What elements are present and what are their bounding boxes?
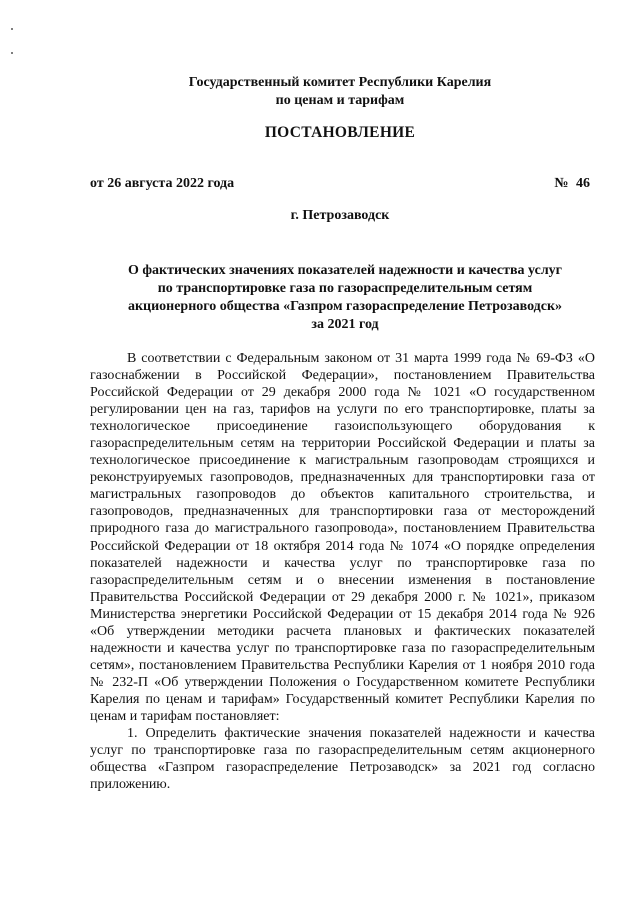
- authority-line-2: по ценам и тарифам: [275, 93, 405, 108]
- preamble-paragraph: В соответствии с Федеральным законом от 31 марта 1999 года № 69-ФЗ «О газоснабжении в Российской Федерации», постановлением Правительства Российской Федерации от 29 декабря 2000 года № 1021 «О государственном регулировании цен на газ, тарифов на услуги по его транспортировке, платы за технологическое присоединение газоиспользующего оборудования к газораспределительным сетям на территории Российской Федерации и платы за технологическое присоединение к магистральным газопроводам строящихся и реконструируемых газопроводов, предназначенных для транспортировки газа от магистральных газопроводов до объектов капитального строительства, и газопроводов, предназначенных для транспортировки газа от месторождений природного газа до магистрального газопровода», постановлением Правительства Российской Федерации от 18 октября 2014 года № 1074 «О порядке определения показателей надежности и качества услуг по транспортировке газа по газораспределительным сетям и о внесении изменения в постановление Правительства Российской Федерации от 29 декабря 2000 г. № 1021», приказом Министерства энергетики Российской Федерации от 15 декабря 2014 года № 926 «Об утверждении методики расчета плановых и фактических показателей надежности и качества услуг по транспортировке газа по газораспределительным сетям», постановлением Правительства Республики Карелия от 1 ноября 2010 года № 232-П «Об утверждении Положения о Государственном комитете Республики Карелия по ценам и тарифам» Государственный комитет Республики Карелия по ценам и тарифам постановляет:: [90, 351, 595, 724]
- document-number: № 46: [554, 176, 590, 191]
- document-date: от 26 августа 2022 года: [90, 176, 235, 191]
- document-subject: [95, 262, 595, 334]
- subject-line-3: акционерного общества «Газпром газораспределение Петрозаводск»: [127, 299, 563, 314]
- subject-line-1: О фактических значениях показателей надежности и качества услуг: [127, 263, 563, 278]
- subject-line-2: по транспортировке газа по газораспределительным сетям: [157, 281, 533, 296]
- document-city: г. Петрозаводск: [290, 208, 390, 223]
- document-type: ПОСТАНОВЛЕНИЕ: [264, 124, 416, 141]
- issuing-authority: [150, 74, 530, 110]
- authority-line-1: Государственный комитет Республики Карелия: [188, 75, 492, 90]
- document-body: [90, 350, 595, 793]
- scan-speck: [11, 52, 13, 54]
- subject-line-4: за 2021 год: [311, 317, 379, 332]
- scan-speck: [11, 28, 13, 30]
- item-1-paragraph: 1. Определить фактические значения показателей надежности и качества услуг по транспортировке газа по газораспределительным сетям акционерного общества «Газпром газораспределение Петрозаводск» за 2021 год согласно приложению.: [90, 726, 595, 793]
